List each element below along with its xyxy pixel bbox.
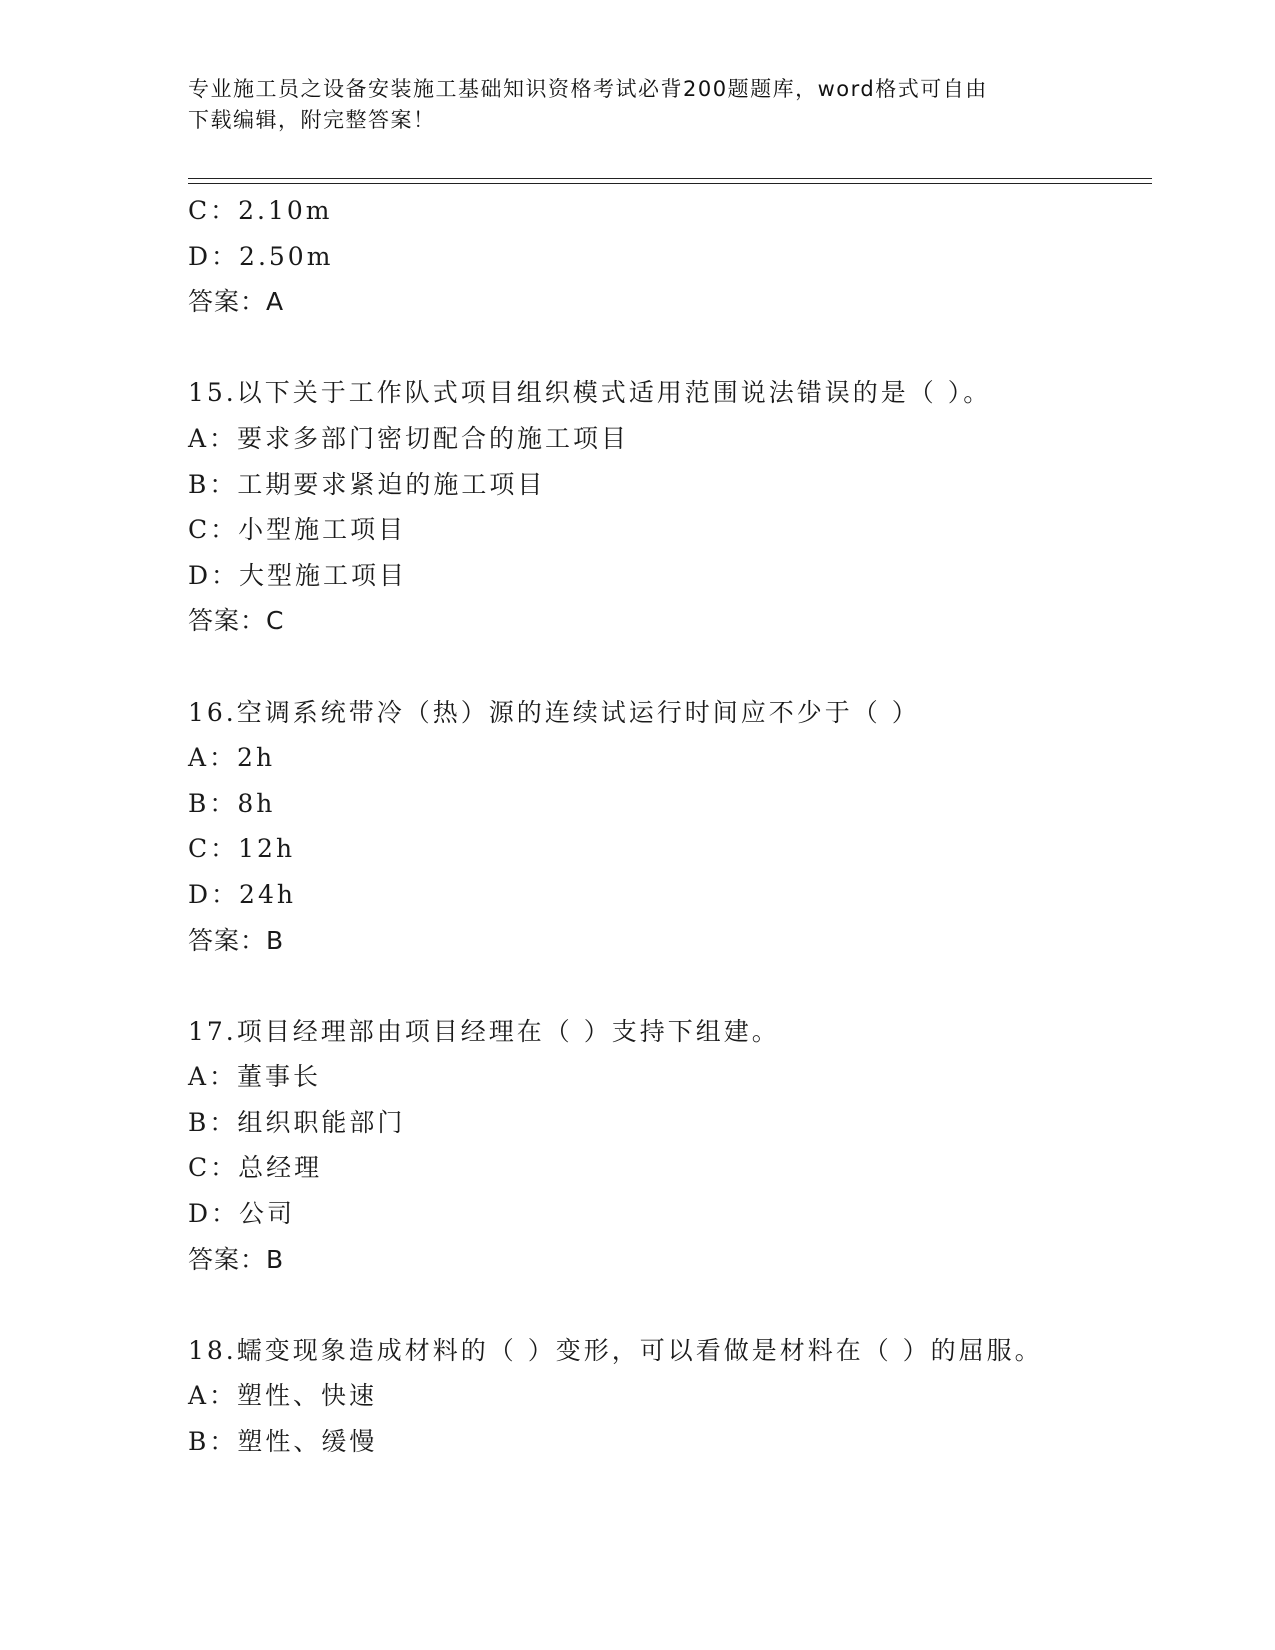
option-c: C：小型施工项目	[188, 515, 407, 545]
option-d: D：大型施工项目	[188, 560, 408, 590]
option-b: B：8h	[188, 788, 276, 818]
answer-line: 答案：B	[188, 1244, 285, 1274]
option-c: C：2.10m	[188, 196, 333, 225]
option-c: C：总经理	[188, 1153, 323, 1183]
header-line-1: 专业施工员之设备安装施工基础知识资格考试必背200题题库，word格式可自由	[188, 77, 988, 101]
option-a: A：2h	[188, 743, 276, 773]
question-text: 17.项目经理部由项目经理在（ ）支持下组建。	[188, 1016, 780, 1046]
question-18	[188, 1328, 1148, 1465]
option-b: B：组织职能部门	[188, 1107, 406, 1137]
question-text: 18.蠕变现象造成材料的（ ）变形，可以看做是材料在（ ）的屈服。	[188, 1335, 1043, 1365]
option-b: B：塑性、缓慢	[188, 1427, 378, 1457]
spacer	[188, 963, 1148, 1009]
question-15	[188, 370, 1148, 644]
document-header	[188, 74, 1088, 136]
answer-line: 答案：B	[188, 925, 285, 955]
header-divider-top	[188, 178, 1152, 179]
question-text: 16.空调系统带冷（热）源的连续试运行时间应不少于（ ）	[188, 697, 920, 727]
option-d: D：公司	[188, 1199, 296, 1229]
option-a: A：董事长	[188, 1062, 322, 1092]
answer-line: 答案：A	[188, 287, 285, 317]
option-c: C：12h	[188, 834, 296, 864]
header-divider-bottom	[188, 183, 1152, 184]
option-d: D：24h	[188, 879, 296, 909]
option-d: D：2.50m	[188, 241, 334, 271]
spacer	[188, 325, 1148, 371]
spacer	[188, 644, 1148, 690]
header-line-2: 下载编辑，附完整答案！	[188, 108, 436, 132]
option-b: B：工期要求紧迫的施工项目	[188, 469, 546, 499]
spacer	[188, 1282, 1148, 1328]
question-16	[188, 690, 1148, 964]
question-17	[188, 1009, 1148, 1283]
option-a: A：塑性、快速	[188, 1381, 378, 1411]
question-14-continued	[188, 188, 1148, 325]
question-text: 15.以下关于工作队式项目组织模式适用范围说法错误的是（ ）。	[188, 378, 992, 408]
answer-line: 答案：C	[188, 606, 285, 636]
question-list	[188, 188, 1148, 1465]
option-a: A：要求多部门密切配合的施工项目	[188, 423, 630, 453]
